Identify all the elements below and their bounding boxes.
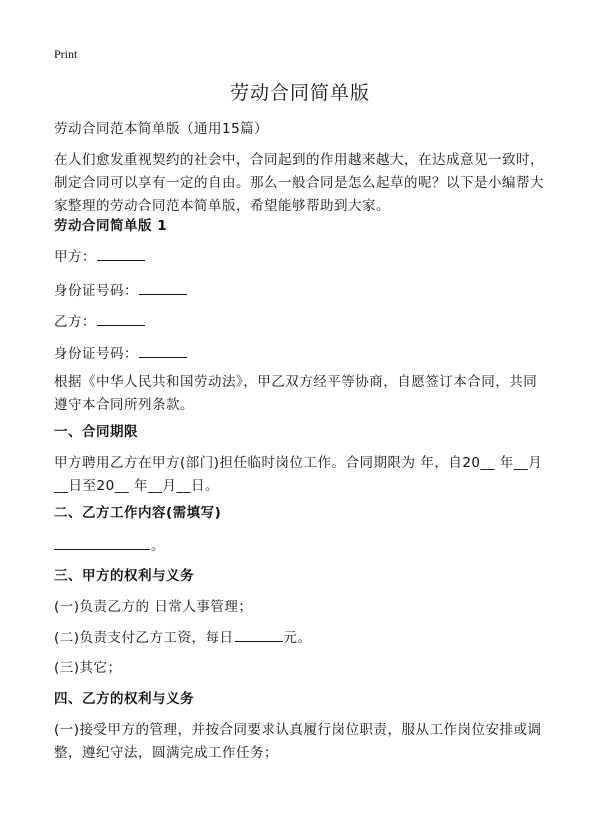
party-b-line (54, 311, 548, 334)
party-b-item-1: (一)接受甲方的管理，并按合同要求认真履行岗位职责，服从工作岗位安排或调整，遵纪守法，圆满完成工作任务； (54, 722, 542, 761)
party-a-label: 甲方： (54, 249, 96, 265)
party-b-blank (97, 312, 145, 327)
id-label-1: 身份证号码： (54, 283, 138, 299)
party-a-blank (97, 247, 145, 262)
party-a-item-2-prefix: (二)负责支付乙方工资，每日 (54, 630, 234, 646)
party-a-item-2-suffix: 元。 (283, 630, 312, 646)
party-b-label: 乙方： (54, 314, 96, 330)
intro-paragraph: 在人们愈发重视契约的社会中，合同起到的作用越来越大，在达成意见一致时，制定合同可以享有一定的自由。那么一般合同是怎么起草的呢？以下是小编帮大家整理的劳动合同范本简单版，希望能够帮助到大家。 (54, 152, 544, 214)
document-subtitle: 劳动合同范本简单版（通用15篇） (54, 121, 269, 137)
work-content-line (54, 535, 548, 558)
print-link[interactable]: Print (54, 47, 78, 61)
heading-work-content: 二、乙方工作内容(需填写) (54, 505, 222, 521)
party-a-item-2 (54, 627, 548, 650)
heading-contract-term: 一、合同期限 (54, 424, 138, 440)
work-content-blank (54, 536, 150, 551)
basis-paragraph: 根据《中华人民共和国劳动法》，甲乙双方经平等协商，自愿签订本合同，共同遵守本合同所列条款。 (54, 374, 538, 413)
heading-party-a-rights: 三、甲方的权利与义务 (54, 568, 194, 584)
section-heading: 劳动合同简单版 1 (54, 218, 168, 234)
party-a-item-1: (一)负责乙方的 日常人事管理； (54, 599, 253, 615)
id-blank-1 (139, 281, 187, 296)
document-title: 劳动合同简单版 (229, 82, 370, 104)
id-line-1 (54, 280, 548, 303)
id-label-2: 身份证号码： (54, 346, 138, 362)
heading-party-b-rights: 四、乙方的权利与义务 (54, 691, 194, 707)
party-a-item-3: (三)其它； (54, 660, 122, 676)
id-line-2 (54, 343, 548, 366)
party-a-line (54, 246, 548, 269)
work-content-end: 。 (151, 538, 165, 554)
id-blank-2 (139, 344, 187, 359)
term-paragraph: 甲方聘用乙方在甲方(部门)担任临时岗位工作。合同期限为 年，自20__ 年__月__日至20__ 年__月__日。 (54, 455, 543, 494)
daily-wage-blank (235, 628, 283, 643)
